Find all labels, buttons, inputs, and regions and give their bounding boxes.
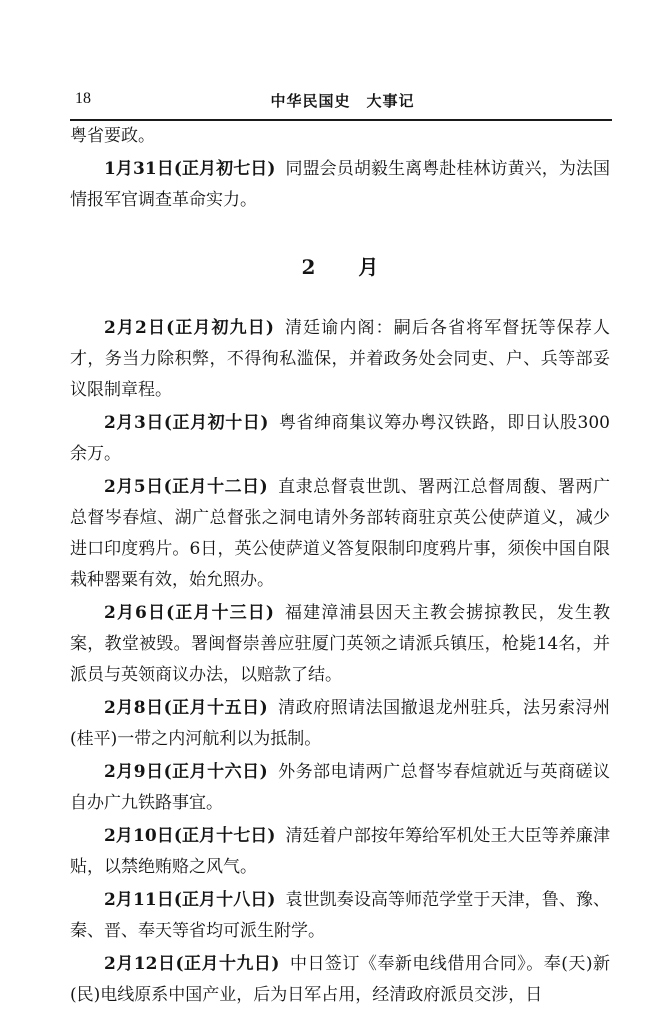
entry-text: 中日签订《奉新电线借用合同》。奉(天)新(民)电线原系中国产业，后为日军占用，经清政府派员交涉，日 [70,954,611,1005]
running-title: 中华民国史 大事记 [270,92,415,110]
chronicle-entry [70,313,610,406]
entry-text: 直隶总督袁世凯、署两江总督周馥、署两广总督岑春煊、湖广总督张之洞电请外务部转商驻京英公使萨道义，减少进口印度鸦片。6日，英公使萨道义答复限制印度鸦片事，须俟中国自限栽种罂粟有效，始允照办。 [70,477,611,590]
entry-text: 袁世凯奏设高等师范学堂于天津，鲁、豫、秦、晋、奉天等省均可派生附学。 [70,890,611,941]
entry-text: 同盟会员胡毅生离粤赴桂林访黄兴，为法国情报军官调查革命实力。 [70,159,611,210]
entries-list [70,313,610,1011]
continuation-text: 粤省要政。 [70,126,155,146]
entry-jan31 [70,154,610,216]
entry-date: 2月5日(正月十二日) [104,477,268,497]
entry-text: 粤省绅商集议筹办粤汉铁路，即日认股300余万。 [70,413,610,464]
entry-date: 2月9日(正月十六日) [104,762,268,782]
entry-text: 外务部电请两广总督岑春煊就近与英商磋议自办广九铁路事宜。 [70,762,611,813]
chronicle-entry [70,885,610,947]
entry-date: 2月8日(正月十五日) [104,698,268,718]
chronicle-entry [70,408,610,470]
chronicle-entry [70,693,610,755]
chronicle-entry [70,949,610,1011]
page-header [75,90,610,114]
entry-text: 清廷谕内阁：嗣后各省将军督抚等保荐人才，务当力除积弊，不得徇私滥保，并着政务处会同吏、户、兵等部妥议限制章程。 [70,318,610,400]
entry-text: 清政府照请法国撤退龙州驻兵，法另索浔州(桂平)一带之内河航利以为抵制。 [70,698,611,749]
entry-date: 2月2日(正月初九日) [104,318,274,338]
entry-date: 2月11日(正月十八日) [104,890,276,910]
chronicle-entry [70,598,610,691]
month-heading: 2 月 [301,255,397,279]
chronicle-entry [70,757,610,819]
entry-text: 福建漳浦县因天主教会掳掠教民，发生教案，教堂被毁。署闽督崇善应驻厦门英领之请派兵镇压，枪毙14名，并派员与英领商议办法，以赔款了结。 [70,603,610,685]
entry-date: 2月6日(正月十三日) [104,603,274,623]
chronicle-entry [70,821,610,883]
entry-text: 清廷着户部按年筹给军机处王大臣等养廉津贴，以禁绝贿赂之风气。 [70,826,611,877]
page-number: 18 [75,90,91,107]
entry-date: 1月31日(正月初七日) [104,159,276,179]
chronicle-entry [70,472,610,596]
entry-date: 2月3日(正月初十日) [104,413,269,433]
entry-date: 2月12日(正月十九日) [104,954,280,974]
page-body [70,121,610,1011]
entry-date: 2月10日(正月十七日) [104,826,276,846]
